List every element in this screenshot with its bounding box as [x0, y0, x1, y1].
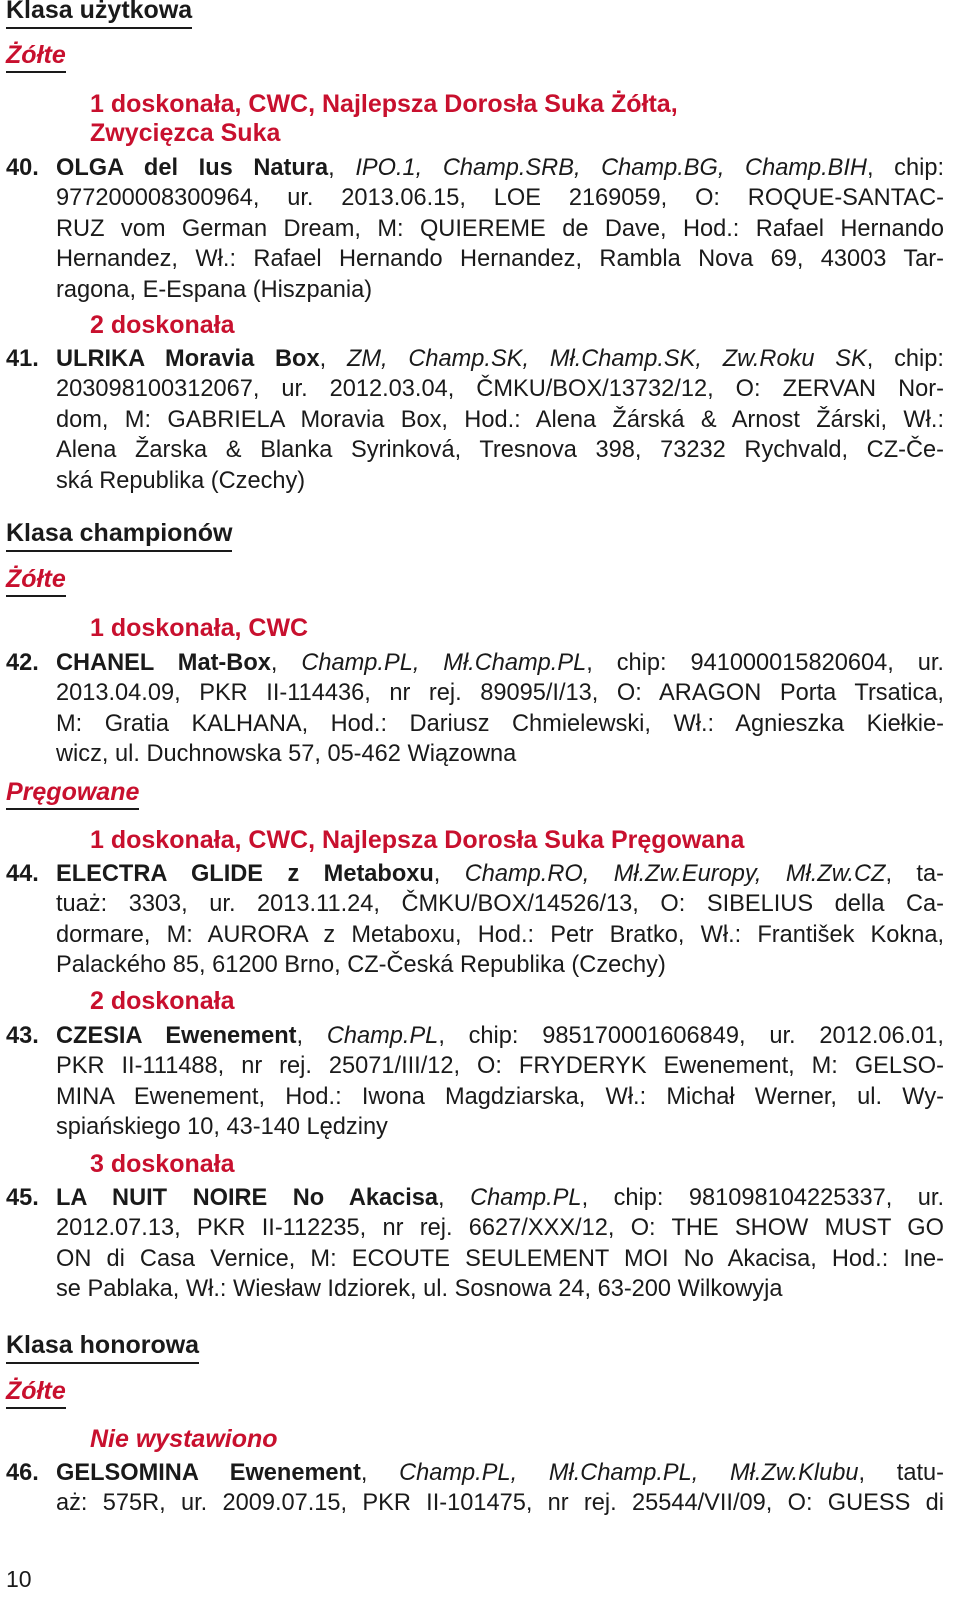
entry-line: ragona, E-Espana (Hiszpania) [56, 276, 373, 303]
entry-line: se Pablaka, Wł.: Wiesław Idziorek, ul. Sosnowa 24, 63-200 Wilkowyja [56, 1276, 783, 1303]
award-line: 1 doskonała, CWC, Najlepsza Dorosła Suka Pręgowana [90, 826, 745, 854]
class-heading: Klasa championów [6, 519, 232, 552]
entry-line: Alena Žarska & Blanka Syrinková, Tresnova 398, 73232 Rychvald, CZ-Če- [56, 437, 944, 464]
entry-line: ON di Casa Vernice, M: ECOUTE SEULEMENT MOI No Akacisa, Hod.: Ine- [56, 1245, 944, 1272]
entry-line: dom, M: GABRIELA Moravia Box, Hod.: Alena Žárská & Arnost Žárski, Wł.: [56, 406, 944, 433]
entry-number: 46. [6, 1460, 39, 1486]
entry-line: 2012.07.13, PKR II-112235, nr rej. 6627/XXX/12, O: THE SHOW MUST GO [56, 1215, 944, 1242]
award-line: 2 doskonała [90, 311, 235, 339]
dog-titles: Champ.PL [470, 1185, 582, 1211]
entry-line: wicz, ul. Duchnowska 57, 05-462 Wiązowna [56, 741, 517, 768]
class-heading: Klasa użytkowa [6, 0, 192, 29]
award-line: 1 doskonała, CWC [90, 614, 309, 642]
entry-line: GELSOMINA Ewenement, Champ.PL, Mł.Champ.PL, Mł.Zw.Klubu, tatu- [56, 1460, 944, 1486]
award-line: Nie wystawiono [90, 1425, 278, 1453]
catalog-entry [6, 1458, 944, 1519]
color-heading: Żółte [6, 41, 66, 73]
dog-name: ELECTRA GLIDE z Metaboxu [56, 861, 434, 887]
entry-line: Hernandez, Wł.: Rafael Hernando Hernandez, Rambla Nova 69, 43003 Tar- [56, 246, 944, 273]
entry-line: RUZ vom German Dream, M: QUIEREME de Dave, Hod.: Rafael Hernando [56, 215, 944, 242]
color-heading: Żółte [6, 565, 66, 597]
dog-name: CZESIA Ewenement [56, 1023, 297, 1049]
entry-line: aż: 575R, ur. 2009.07.15, PKR II-101475, nr rej. 25544/VII/09, O: GUESS di [56, 1490, 944, 1517]
entry-line: dormare, M: AURORA z Metaboxu, Hod.: Petr Bratko, Wł.: František Kokna, [56, 921, 944, 948]
entry-line: spiańskiego 10, 43-140 Lędziny [56, 1114, 388, 1141]
entry-line: 203098100312067, ur. 2012.03.04, ČMKU/BOX/13732/12, O: ZERVAN Nor- [56, 376, 944, 403]
award-line: 3 doskonała [90, 1150, 235, 1178]
dog-name: CHANEL Mat-Box [56, 650, 271, 676]
entry-number: 40. [6, 155, 39, 181]
entry-line: OLGA del Ius Natura, IPO.1, Champ.SRB, Champ.BG, Champ.BIH, chip: [56, 155, 945, 181]
entry-line: PKR II-111488, nr rej. 25071/III/12, O: FRYDERYK Ewenement, M: GELSO- [56, 1053, 944, 1080]
entry-line: ská Republika (Czechy) [56, 467, 306, 494]
catalog-entry [6, 859, 944, 981]
color-heading: Żółte [6, 1377, 66, 1409]
entry-number: 44. [6, 861, 39, 887]
catalog-entry [6, 153, 944, 305]
catalog-entry [6, 344, 944, 496]
entry-line: 2013.04.09, PKR II-114436, nr rej. 89095/I/13, O: ARAGON Porta Trsatica, [56, 680, 944, 707]
entry-line: tuaż: 3303, ur. 2013.11.24, ČMKU/BOX/14526/13, O: SIBELIUS della Ca- [56, 891, 944, 918]
class-heading: Klasa honorowa [6, 1331, 199, 1364]
catalog-entry [6, 1021, 944, 1143]
entry-number: 43. [6, 1023, 39, 1049]
dog-name: OLGA del Ius Natura [56, 155, 329, 181]
dog-titles: Champ.RO, Mł.Zw.Europy, Mł.Zw.CZ [464, 861, 886, 887]
catalog-entry [6, 1183, 944, 1305]
entry-line: Palackého 85, 61200 Brno, CZ-Česká Republika (Czechy) [56, 952, 666, 979]
entry-line: ELECTRA GLIDE z Metaboxu, Champ.RO, Mł.Zw.Europy, Mł.Zw.CZ, ta- [56, 861, 944, 887]
dog-name: GELSOMINA Ewenement [56, 1460, 361, 1486]
entry-line: ULRIKA Moravia Box, ZM, Champ.SK, Mł.Champ.SK, Zw.Roku SK, chip: [56, 346, 944, 372]
catalog-entry [6, 648, 944, 770]
entry-number: 42. [6, 650, 39, 676]
entry-line: MINA Ewenement, Hod.: Iwona Magdziarska, Wł.: Michał Werner, ul. Wy- [56, 1083, 944, 1110]
entry-number: 41. [6, 346, 39, 372]
dog-titles: IPO.1, Champ.SRB, Champ.BG, Champ.BIH [355, 155, 867, 181]
entry-line: CHANEL Mat-Box, Champ.PL, Mł.Champ.PL, chip: 941000015820604, ur. [56, 650, 944, 676]
award-line: 1 doskonała, CWC, Najlepsza Dorosła Suka Żółta, [90, 90, 678, 118]
award-line: 2 doskonała [90, 987, 235, 1015]
entry-line: CZESIA Ewenement, Champ.PL, chip: 985170001606849, ur. 2012.06.01, [56, 1023, 944, 1049]
dog-titles: Champ.PL, Mł.Champ.PL, Mł.Zw.Klubu [399, 1460, 859, 1486]
dog-titles: Champ.PL [326, 1023, 439, 1049]
page-number: 10 [6, 1566, 32, 1592]
dog-titles: ZM, Champ.SK, Mł.Champ.SK, Zw.Roku SK [346, 346, 867, 372]
dog-name: LA NUIT NOIRE No Akacisa [56, 1185, 439, 1211]
entry-line: LA NUIT NOIRE No Akacisa, Champ.PL, chip: 981098104225337, ur. [56, 1185, 944, 1211]
entry-line: 977200008300964, ur. 2013.06.15, LOE 2169059, O: ROQUE-SANTAC- [56, 185, 944, 212]
entry-number: 45. [6, 1185, 39, 1211]
dog-name: ULRIKA Moravia Box [56, 346, 320, 372]
entry-line: M: Gratia KALHANA, Hod.: Dariusz Chmielewski, Wł.: Agnieszka Kiełkie- [56, 710, 944, 737]
dog-titles: Champ.PL, Mł.Champ.PL [301, 650, 587, 676]
color-heading: Pręgowane [6, 778, 139, 810]
award-line: Zwycięzca Suka [90, 119, 281, 147]
